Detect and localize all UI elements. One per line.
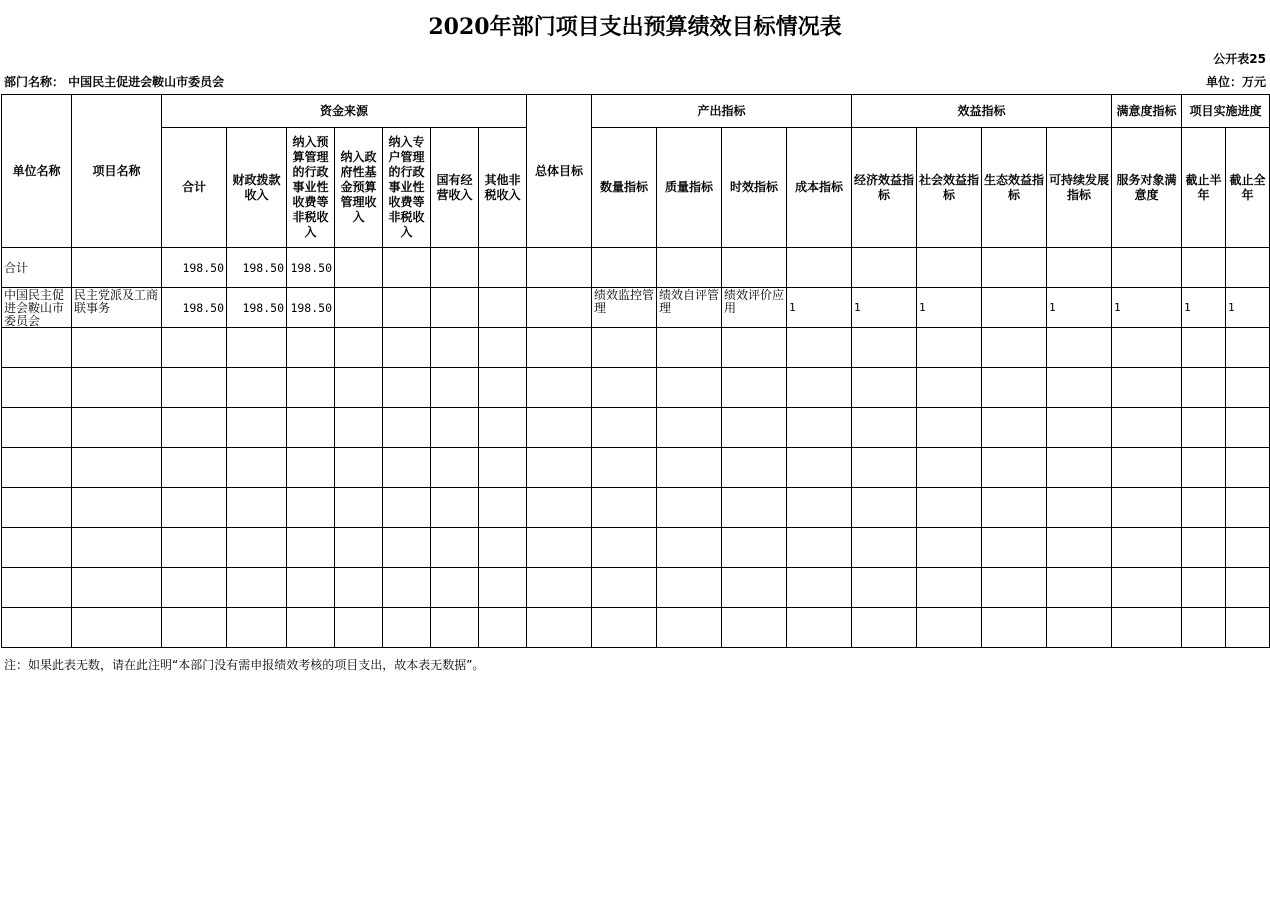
empty-cell bbox=[527, 408, 592, 448]
empty-cell bbox=[383, 328, 431, 368]
empty-cell bbox=[2, 488, 72, 528]
empty-cell bbox=[1112, 608, 1182, 648]
empty-cell bbox=[722, 568, 787, 608]
empty-cell bbox=[227, 368, 287, 408]
empty-cell bbox=[287, 488, 335, 528]
empty-cell bbox=[479, 608, 527, 648]
empty-row bbox=[2, 568, 1270, 608]
header-social: 社会效益指标 bbox=[917, 128, 982, 248]
empty-cell bbox=[383, 568, 431, 608]
empty-cell bbox=[592, 408, 657, 448]
empty-cell bbox=[431, 368, 479, 408]
empty-cell bbox=[162, 568, 227, 608]
item-full-year: 1 bbox=[1226, 288, 1270, 328]
empty-cell bbox=[162, 408, 227, 448]
form-number: 公开表25 bbox=[1213, 52, 1266, 66]
empty-cell bbox=[287, 528, 335, 568]
empty-cell bbox=[982, 608, 1047, 648]
empty-cell bbox=[1047, 568, 1112, 608]
empty-cell bbox=[1182, 528, 1226, 568]
header-cost: 成本指标 bbox=[787, 128, 852, 248]
empty-cell bbox=[527, 488, 592, 528]
empty-cell bbox=[982, 568, 1047, 608]
empty-cell bbox=[917, 568, 982, 608]
item-economic: 1 bbox=[852, 288, 917, 328]
empty-cell bbox=[917, 608, 982, 648]
empty-cell bbox=[787, 368, 852, 408]
empty-cell bbox=[162, 488, 227, 528]
empty-cell bbox=[287, 408, 335, 448]
header-half-year: 截止半年 bbox=[1182, 128, 1226, 248]
empty-cell bbox=[72, 528, 162, 568]
empty-cell bbox=[72, 568, 162, 608]
empty-cell bbox=[852, 568, 917, 608]
empty-row bbox=[2, 448, 1270, 488]
empty-cell bbox=[527, 528, 592, 568]
item-sustainable: 1 bbox=[1047, 288, 1112, 328]
empty-cell bbox=[1226, 368, 1270, 408]
empty-cell bbox=[479, 368, 527, 408]
empty-cell bbox=[227, 448, 287, 488]
empty-cell bbox=[335, 408, 383, 448]
empty-cell bbox=[592, 568, 657, 608]
empty-cell bbox=[383, 368, 431, 408]
header-benefit: 效益指标 bbox=[852, 95, 1112, 128]
empty-cell bbox=[431, 488, 479, 528]
empty-cell bbox=[787, 488, 852, 528]
empty-cell bbox=[1112, 368, 1182, 408]
total-row-total: 198.50 bbox=[162, 248, 227, 288]
item-timeliness: 绩效评价应用 bbox=[724, 288, 785, 315]
item-half-year: 1 bbox=[1182, 288, 1226, 328]
header-total: 合计 bbox=[162, 128, 227, 248]
item-service-sat: 1 bbox=[1112, 288, 1182, 328]
empty-cell bbox=[2, 568, 72, 608]
header-other-nontax: 其他非税收入 bbox=[479, 128, 527, 248]
empty-cell bbox=[917, 328, 982, 368]
empty-cell bbox=[852, 488, 917, 528]
empty-cell bbox=[722, 408, 787, 448]
empty-cell bbox=[852, 368, 917, 408]
empty-cell bbox=[72, 488, 162, 528]
empty-row bbox=[2, 488, 1270, 528]
empty-cell bbox=[162, 328, 227, 368]
empty-cell bbox=[1047, 328, 1112, 368]
empty-cell bbox=[479, 448, 527, 488]
empty-cell bbox=[383, 448, 431, 488]
empty-cell bbox=[162, 528, 227, 568]
empty-cell bbox=[527, 448, 592, 488]
empty-cell bbox=[2, 368, 72, 408]
empty-cell bbox=[162, 448, 227, 488]
empty-cell bbox=[1047, 488, 1112, 528]
empty-cell bbox=[72, 608, 162, 648]
empty-cell bbox=[917, 488, 982, 528]
empty-cell bbox=[162, 368, 227, 408]
empty-cell bbox=[1182, 608, 1226, 648]
item-social: 1 bbox=[917, 288, 982, 328]
empty-cell bbox=[852, 448, 917, 488]
item-cost: 1 bbox=[787, 288, 852, 328]
empty-cell bbox=[787, 568, 852, 608]
empty-cell bbox=[592, 368, 657, 408]
empty-cell bbox=[479, 328, 527, 368]
empty-cell bbox=[431, 408, 479, 448]
empty-cell bbox=[852, 328, 917, 368]
empty-cell bbox=[2, 528, 72, 568]
empty-cell bbox=[227, 488, 287, 528]
empty-cell bbox=[527, 608, 592, 648]
unit-label: 单位：万元 bbox=[1205, 75, 1266, 89]
empty-cell bbox=[982, 408, 1047, 448]
empty-cell bbox=[431, 568, 479, 608]
header-gov-fund: 纳入政府性基金预算管理收入 bbox=[335, 128, 383, 248]
empty-cell bbox=[1112, 488, 1182, 528]
empty-cell bbox=[383, 408, 431, 448]
item-quantity: 绩效监控管理 bbox=[594, 288, 655, 315]
empty-cell bbox=[1226, 328, 1270, 368]
empty-cell bbox=[287, 328, 335, 368]
empty-row bbox=[2, 608, 1270, 648]
header-progress: 项目实施进度 bbox=[1182, 95, 1270, 128]
empty-cell bbox=[1182, 488, 1226, 528]
empty-cell bbox=[917, 408, 982, 448]
empty-cell bbox=[1226, 408, 1270, 448]
header-service-sat: 服务对象满意度 bbox=[1112, 128, 1182, 248]
empty-cell bbox=[431, 528, 479, 568]
header-special-admin: 纳入专户管理的行政事业性收费等非税收入 bbox=[383, 128, 431, 248]
item-budget-admin: 198.50 bbox=[287, 288, 335, 328]
empty-cell bbox=[592, 608, 657, 648]
header-budget-admin: 纳入预算管理的行政事业性收费等非税收入 bbox=[287, 128, 335, 248]
empty-cell bbox=[335, 528, 383, 568]
performance-table bbox=[1, 94, 1270, 648]
item-unit-name: 中国民主促进会鞍山市委员会 bbox=[4, 288, 65, 327]
empty-cell bbox=[227, 608, 287, 648]
total-row bbox=[2, 248, 1270, 288]
empty-cell bbox=[72, 368, 162, 408]
header-unit-name: 单位名称 bbox=[2, 95, 72, 248]
empty-cell bbox=[917, 448, 982, 488]
empty-cell bbox=[787, 408, 852, 448]
total-row-fiscal: 198.50 bbox=[227, 248, 287, 288]
empty-cell bbox=[852, 608, 917, 648]
total-row-label: 合计 bbox=[2, 248, 72, 288]
header-quality: 质量指标 bbox=[657, 128, 722, 248]
empty-cell bbox=[227, 528, 287, 568]
empty-cell bbox=[479, 568, 527, 608]
empty-cell bbox=[1047, 528, 1112, 568]
empty-cell bbox=[982, 448, 1047, 488]
empty-cell bbox=[2, 328, 72, 368]
empty-row bbox=[2, 328, 1270, 368]
header-quantity: 数量指标 bbox=[592, 128, 657, 248]
empty-cell bbox=[982, 528, 1047, 568]
empty-cell bbox=[982, 488, 1047, 528]
empty-cell bbox=[431, 328, 479, 368]
header-project-name: 项目名称 bbox=[72, 95, 162, 248]
empty-cell bbox=[383, 528, 431, 568]
empty-cell bbox=[527, 368, 592, 408]
empty-cell bbox=[852, 528, 917, 568]
empty-cell bbox=[852, 408, 917, 448]
empty-cell bbox=[431, 608, 479, 648]
empty-row bbox=[2, 528, 1270, 568]
empty-cell bbox=[1112, 568, 1182, 608]
item-project-name: 民主党派及工商联事务 bbox=[74, 288, 159, 315]
empty-cell bbox=[479, 528, 527, 568]
empty-cell bbox=[787, 328, 852, 368]
empty-cell bbox=[383, 608, 431, 648]
empty-cell bbox=[657, 568, 722, 608]
header-fiscal: 财政拨款收入 bbox=[227, 128, 287, 248]
empty-cell bbox=[722, 448, 787, 488]
empty-cell bbox=[287, 608, 335, 648]
empty-cell bbox=[657, 328, 722, 368]
empty-cell bbox=[1182, 448, 1226, 488]
empty-row bbox=[2, 368, 1270, 408]
empty-row bbox=[2, 408, 1270, 448]
empty-cell bbox=[527, 328, 592, 368]
item-ecological bbox=[982, 288, 1047, 328]
empty-cell bbox=[227, 568, 287, 608]
header-total-goal: 总体目标 bbox=[527, 95, 592, 248]
empty-cell bbox=[917, 528, 982, 568]
empty-cell bbox=[162, 608, 227, 648]
empty-cell bbox=[527, 568, 592, 608]
header-output: 产出指标 bbox=[592, 95, 852, 128]
empty-cell bbox=[1112, 328, 1182, 368]
empty-cell bbox=[787, 528, 852, 568]
page-title: 2020年部门项目支出预算绩效目标情况表 bbox=[428, 14, 842, 40]
empty-cell bbox=[722, 528, 787, 568]
empty-cell bbox=[1226, 528, 1270, 568]
empty-cell bbox=[722, 608, 787, 648]
item-quality: 绩效自评管理 bbox=[659, 288, 720, 315]
item-fiscal: 198.50 bbox=[227, 288, 287, 328]
empty-cell bbox=[1047, 368, 1112, 408]
empty-cell bbox=[917, 368, 982, 408]
empty-cell bbox=[592, 448, 657, 488]
empty-cell bbox=[1182, 408, 1226, 448]
empty-cell bbox=[657, 408, 722, 448]
empty-cell bbox=[431, 448, 479, 488]
empty-cell bbox=[72, 408, 162, 448]
empty-cell bbox=[1226, 488, 1270, 528]
empty-cell bbox=[657, 608, 722, 648]
empty-cell bbox=[592, 328, 657, 368]
empty-cell bbox=[1047, 608, 1112, 648]
empty-cell bbox=[287, 568, 335, 608]
empty-cell bbox=[722, 328, 787, 368]
empty-cell bbox=[479, 408, 527, 448]
empty-cell bbox=[1226, 448, 1270, 488]
empty-cell bbox=[72, 448, 162, 488]
empty-cell bbox=[1047, 408, 1112, 448]
empty-cell bbox=[592, 528, 657, 568]
empty-cell bbox=[1047, 448, 1112, 488]
empty-cell bbox=[657, 368, 722, 408]
empty-cell bbox=[982, 368, 1047, 408]
empty-cell bbox=[287, 448, 335, 488]
empty-cell bbox=[1182, 328, 1226, 368]
empty-cell bbox=[1112, 448, 1182, 488]
empty-cell bbox=[335, 568, 383, 608]
header-timeliness: 时效指标 bbox=[722, 128, 787, 248]
empty-cell bbox=[335, 608, 383, 648]
empty-cell bbox=[657, 448, 722, 488]
empty-cell bbox=[335, 488, 383, 528]
empty-cell bbox=[1112, 528, 1182, 568]
header-fund-source: 资金来源 bbox=[162, 95, 527, 128]
empty-cell bbox=[335, 448, 383, 488]
empty-cell bbox=[722, 488, 787, 528]
item-total: 198.50 bbox=[162, 288, 227, 328]
empty-cell bbox=[1226, 608, 1270, 648]
header-economic: 经济效益指标 bbox=[852, 128, 917, 248]
empty-cell bbox=[2, 448, 72, 488]
empty-cell bbox=[787, 608, 852, 648]
header-sustainable: 可持续发展指标 bbox=[1047, 128, 1112, 248]
empty-cell bbox=[72, 328, 162, 368]
empty-cell bbox=[287, 368, 335, 408]
header-state-owned: 国有经营收入 bbox=[431, 128, 479, 248]
header-satisfaction: 满意度指标 bbox=[1112, 95, 1182, 128]
empty-cell bbox=[1182, 568, 1226, 608]
empty-cell bbox=[2, 408, 72, 448]
empty-cell bbox=[335, 368, 383, 408]
empty-cell bbox=[1182, 368, 1226, 408]
footnote: 注：如果此表无数，请在此注明“本部门没有需申报绩效考核的项目支出，故本表无数据”。 bbox=[4, 658, 485, 672]
header-ecological: 生态效益指标 bbox=[982, 128, 1047, 248]
empty-cell bbox=[335, 328, 383, 368]
empty-cell bbox=[657, 528, 722, 568]
empty-cell bbox=[227, 408, 287, 448]
total-row-budget-admin: 198.50 bbox=[287, 248, 335, 288]
empty-cell bbox=[1226, 568, 1270, 608]
empty-cell bbox=[1112, 408, 1182, 448]
empty-cell bbox=[592, 488, 657, 528]
empty-cell bbox=[722, 368, 787, 408]
header-full-year: 截止全年 bbox=[1226, 128, 1270, 248]
empty-cell bbox=[787, 448, 852, 488]
empty-cell bbox=[383, 488, 431, 528]
empty-cell bbox=[2, 608, 72, 648]
empty-cell bbox=[982, 328, 1047, 368]
table-row bbox=[2, 288, 1270, 328]
empty-cell bbox=[479, 488, 527, 528]
empty-cell bbox=[227, 328, 287, 368]
empty-cell bbox=[657, 488, 722, 528]
department-name: 部门名称： 中国民主促进会鞍山市委员会 bbox=[4, 75, 225, 89]
